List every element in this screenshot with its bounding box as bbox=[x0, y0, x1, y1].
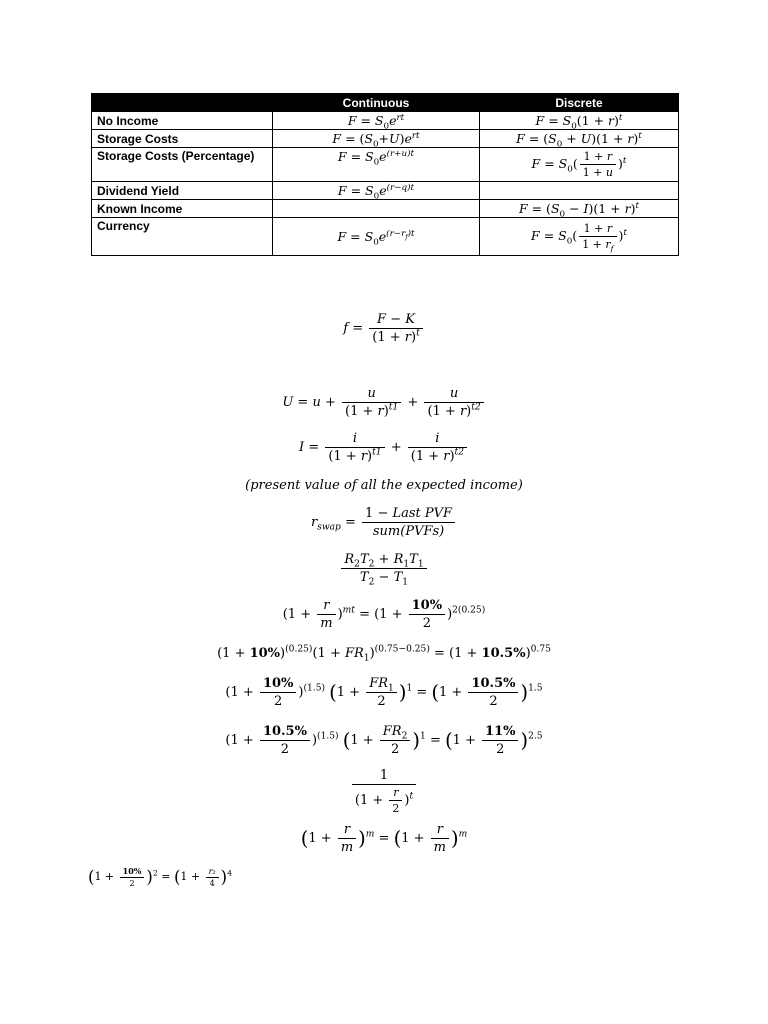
formula-continuous bbox=[273, 148, 480, 182]
formula-discrete bbox=[480, 112, 679, 130]
math: $F = (S_0 - I)(1 + r)^t$ bbox=[518, 200, 640, 220]
exponent: (1.5) bbox=[317, 731, 339, 742]
numerator: u bbox=[342, 386, 401, 403]
numerator: i bbox=[325, 431, 384, 448]
equation-storage-pv: U = u + $\frac{u}{(1 + r)^{t1}}$ + $\frac{u}{(1 + r)^{t2}}$ bbox=[0, 386, 768, 419]
equation-forward-rate bbox=[0, 552, 768, 588]
row-label: Known Income bbox=[92, 200, 273, 218]
denominator: $(1 + r)^{t1}$ bbox=[345, 402, 399, 419]
numerator: 10% bbox=[260, 676, 296, 693]
exponent: 0.75 bbox=[530, 644, 551, 655]
numerator: F − K bbox=[369, 312, 422, 329]
fraction bbox=[338, 822, 356, 855]
rate: 10.5% bbox=[481, 646, 526, 661]
formula-continuous bbox=[273, 200, 480, 218]
denominator: 2 bbox=[489, 694, 498, 709]
equation-compounding-4: (1 + $\frac{10.5\%}{2}$ )$^{(1.5)}$ (1 + $\frac{FR_2}{2}$ )$^1$ = (1 + $\frac{11\%}{2}$ )$^{2.5}$ bbox=[225, 724, 543, 757]
fraction bbox=[120, 866, 145, 888]
fraction bbox=[366, 676, 397, 709]
header-empty bbox=[92, 94, 273, 112]
denominator: $(1 + r)^{t1}$ bbox=[328, 447, 382, 464]
denominator: 2 bbox=[390, 742, 400, 757]
fraction bbox=[424, 386, 483, 419]
numerator: r bbox=[431, 822, 449, 839]
row-label: Dividend Yield bbox=[92, 182, 273, 200]
header-discrete: Discrete bbox=[480, 94, 679, 112]
fraction bbox=[468, 676, 518, 709]
row-label: No Income bbox=[92, 112, 273, 130]
exponent: 1.5 bbox=[528, 683, 543, 694]
equation-compounding-6: (1 + $\frac{10\%}{2}$ )$^2$ = (1 + $\frac{\text{r₂}}{4}$ )$^4$ bbox=[88, 866, 232, 888]
table-row bbox=[92, 112, 679, 130]
equation-forward-value: f = $\frac{F - K}{(1 + r)^t}$ bbox=[0, 312, 768, 345]
fraction bbox=[408, 431, 467, 464]
formula-discrete bbox=[480, 182, 679, 200]
exponent: (0.75−0.25) bbox=[374, 644, 430, 655]
fraction bbox=[380, 724, 411, 757]
fraction bbox=[206, 867, 219, 888]
fraction bbox=[260, 676, 296, 709]
numerator: $R_2T_2 + R_1T_1$ bbox=[341, 552, 426, 569]
math: $F = S_0e^{(r-r_f)t}$ bbox=[337, 228, 415, 248]
exponent: (1.5) bbox=[303, 683, 326, 694]
formula-discrete bbox=[480, 148, 679, 182]
equation-discount-factor bbox=[0, 768, 768, 815]
table-row bbox=[92, 200, 679, 218]
denominator: 2 bbox=[377, 694, 386, 709]
fraction bbox=[325, 431, 384, 464]
formula-discrete bbox=[480, 218, 679, 256]
forward-price-table bbox=[91, 93, 679, 256]
table-header-row bbox=[92, 94, 679, 112]
fraction: $\frac{r}{2}$ bbox=[389, 786, 402, 815]
denominator: 2 bbox=[496, 742, 505, 757]
denominator: $(1 + r)^t$ bbox=[372, 328, 420, 345]
denominator: m bbox=[320, 616, 333, 631]
numerator: $FR_1$ bbox=[366, 676, 397, 693]
denominator: 2 bbox=[422, 616, 431, 631]
denominator: m bbox=[340, 840, 354, 855]
numerator: 1 − Last PVF bbox=[362, 506, 455, 523]
denominator: $(1 + r)^{t2}$ bbox=[427, 402, 481, 419]
table-row bbox=[92, 130, 679, 148]
numerator: u bbox=[424, 386, 483, 403]
row-label: Currency bbox=[92, 218, 273, 256]
fraction bbox=[317, 598, 335, 631]
numerator: 10.5% bbox=[260, 724, 310, 741]
denominator: m bbox=[433, 840, 446, 855]
equation-compounding-3: (1 + $\frac{10\%}{2}$ )$^{(1.5)}$ (1 + $\frac{FR_1}{2}$ )$^1$ = (1 + $\frac{10.5\%}{2}$ )$^{1.5}$ bbox=[225, 676, 543, 709]
formula-continuous bbox=[273, 130, 480, 148]
fraction bbox=[342, 386, 401, 419]
table-row bbox=[92, 218, 679, 256]
denominator: 4 bbox=[209, 878, 215, 888]
denominator: sum(PVFs) bbox=[372, 524, 445, 539]
table-row bbox=[92, 148, 679, 182]
row-label: Storage Costs bbox=[92, 130, 273, 148]
table-row bbox=[92, 182, 679, 200]
math: $F = S_0e^{(r+u)t}$ bbox=[337, 148, 415, 168]
denominator: 2 bbox=[129, 879, 135, 888]
numerator: 10% bbox=[120, 866, 145, 878]
formula-discrete bbox=[480, 130, 679, 148]
fraction bbox=[369, 312, 422, 345]
math: $F = S_0$( $\frac{1 + r}{1 + u}$ )$^t$ bbox=[531, 150, 627, 179]
equation-income-pv: I = $\frac{i}{(1 + r)^{t1}}$ + $\frac{i}{(1 + r)^{t2}}$ bbox=[0, 431, 768, 464]
equation-compounding-1: (1 + $\frac{r}{m}$ )$^{mt}$ = (1 + $\frac{10\%}{2}$ )$^{2(0.25)}$ bbox=[282, 598, 486, 631]
math: $F = (S_0 + U)(1 + r)^t$ bbox=[516, 130, 642, 150]
numerator: $FR_2$ bbox=[380, 724, 411, 741]
equation-compounding-2: $(1 + 10\%)^{(0.25)}(1 + FR_1)^{(0.75-0.25)} = (1 + 10.5\%)^{0.75}$ bbox=[217, 644, 551, 664]
numerator: r₂ bbox=[206, 867, 219, 878]
math: $F = S_0e^{(r-q)t}$ bbox=[337, 182, 415, 202]
fraction bbox=[362, 506, 455, 539]
formula-continuous bbox=[273, 182, 480, 200]
denominator: (1 + $\frac{r}{2}$ )$^t$ bbox=[354, 786, 414, 815]
denominator: $(1 + r)^{t2}$ bbox=[410, 447, 464, 464]
exponent: (0.25) bbox=[285, 644, 313, 655]
math: $F = S_0e^{rt}$ bbox=[347, 112, 405, 132]
fraction bbox=[260, 724, 310, 757]
fraction bbox=[482, 724, 518, 757]
pv-note: (present value of all the expected income) bbox=[245, 478, 523, 493]
numerator: 11% bbox=[482, 724, 518, 741]
formula-continuous bbox=[273, 112, 480, 130]
fraction bbox=[352, 768, 416, 815]
numerator: i bbox=[408, 431, 467, 448]
exponent: 2.5 bbox=[528, 731, 543, 742]
row-label: Storage Costs (Percentage) bbox=[92, 148, 273, 182]
numerator: 10.5% bbox=[468, 676, 518, 693]
denominator: 2 bbox=[280, 742, 290, 757]
numerator: 10% bbox=[409, 598, 445, 615]
numerator: r bbox=[338, 822, 356, 839]
fraction bbox=[409, 598, 445, 631]
equation-swap-rate: $r_{swap}$ = $\frac{\text{1 − Last PVF}}{\text{sum(PVFs)}}$ bbox=[0, 506, 768, 539]
denominator: $T_2 - T_1$ bbox=[359, 570, 409, 588]
rate: 10% bbox=[249, 646, 281, 661]
math: $F = S_0(1 + r)^t$ bbox=[535, 112, 623, 132]
numerator: 1 bbox=[352, 768, 416, 785]
header-continuous: Continuous bbox=[273, 94, 480, 112]
fraction bbox=[431, 822, 449, 855]
math: $F = (S_0+U)e^{rt}$ bbox=[332, 130, 420, 150]
formula-discrete bbox=[480, 200, 679, 218]
equation-compounding-5: (1 + $\frac{r}{m}$ )$^m$ = (1 + $\frac{r}{m}$ )$^m$ bbox=[300, 822, 468, 855]
fraction bbox=[341, 552, 426, 588]
eq-lhs: f bbox=[343, 321, 349, 336]
exponent: 2(0.25) bbox=[452, 605, 486, 616]
numerator: r bbox=[317, 598, 335, 615]
denominator: 2 bbox=[274, 694, 283, 709]
math: $F = S_0$( $\frac{1 + r}{1 + r_f}$ )$^t$ bbox=[531, 222, 627, 254]
formula-continuous bbox=[273, 218, 480, 256]
